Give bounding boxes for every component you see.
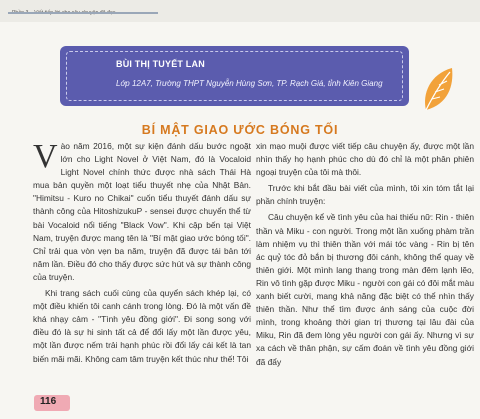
right-paragraph: Câu chuyện kể về tình yêu của hai thiếu nữ: Rin - thiên thần và Miku - con người. Trong một lần xuống phàm trần làm nhiệm vụ thì thiên thần với mái tóc vàng - Rin bị tên ác quỷ tóc đỏ bắn bị thương đôi cánh, không thể quay về thiên giới. Một mình lang thang trong màn đêm lạnh lẽo, Rin vô tình gặp được Miku - người con gái có đôi mắt màu xanh biết cười, mang khả năng đặc biệt có thể nhìn thấy thiên thần. Như thể tìm được ánh sáng của cuộc đời mình, trong khoảng thời gian trị thương tại lâu đài của Miku, Rin đã đem lòng yêu người con gái ấy. Nhưng vì sự xa cách về thân phận, sự cấm đoán về tình yêu đồng giới đã đẩy (256, 212, 474, 367)
left-paragraph-text: ào năm 2016, một sự kiện đánh dấu bước ngoặt lớn cho Light Novel ở Việt Nam, đó là Vocaloid Light Novel chính thức được nhà sách Thái Hà mua bản quyền một loạt tiểu thuyết nhẹ của Nhật Bản. "Himitsu - Kuro no Chikai" cuốn tiểu thuyết đánh dấu sự thành công của HitoshizukuP - sensei được chuyển thể từ bài Vocaloid nổi tiếng "Black Vow". Khi cập bến tại Việt Nam, truyện được mang tên là "Bí mật giao ước bóng tối". Chỉ trải qua vòn vẹn ba năm, truyện đã được tái bản tới năm lần. Điều đó cho thấy được sức hút và sự thành công của truyện. (33, 141, 251, 282)
left-column (33, 140, 251, 366)
author-info: Lớp 12A7, Trường THPT Nguyễn Hùng Sơn, TP. Rạch Giá, tỉnh Kiên Giang (116, 79, 383, 88)
author-box (60, 46, 409, 106)
drop-cap: V (33, 138, 58, 175)
author-name: BÙI THỊ TUYẾT LAN (116, 59, 205, 69)
right-paragraph: Trước khi bắt đầu bài viết của mình, tôi xin tóm tắt lại phần chính truyện: (256, 183, 474, 207)
right-column (256, 140, 474, 369)
right-paragraph: xin mạo muội được viết tiếp câu chuyện ấy, được một lần nhìn thấy họ hạnh phúc cho dù đó chỉ là một phân phiên ngoại truyện của tôi mà thôi. (256, 141, 474, 178)
story-title: BÍ MẬT GIAO ƯỚC BÓNG TỐI (141, 123, 339, 137)
left-paragraph (33, 140, 251, 284)
page-number: 116 (40, 396, 57, 407)
leaf-icon (418, 66, 456, 114)
left-paragraph: Khi trang sách cuối cùng của quyển sách khép lại, có một điều khiến tôi canh cánh trong lòng. Đó là một vấn đề khá nhạy cảm - "Tình yêu đồng giới". Đi song song với điều đó là sự hi sinh tất cả để đổi lấy một lần được yêu, một lần được nếm trải hạnh phúc rồi đổi lấy cái kết là tan biến mãi mãi. Không cam tâm truyện kết thúc như thế! Tôi (33, 288, 251, 364)
header-divider (8, 12, 158, 14)
